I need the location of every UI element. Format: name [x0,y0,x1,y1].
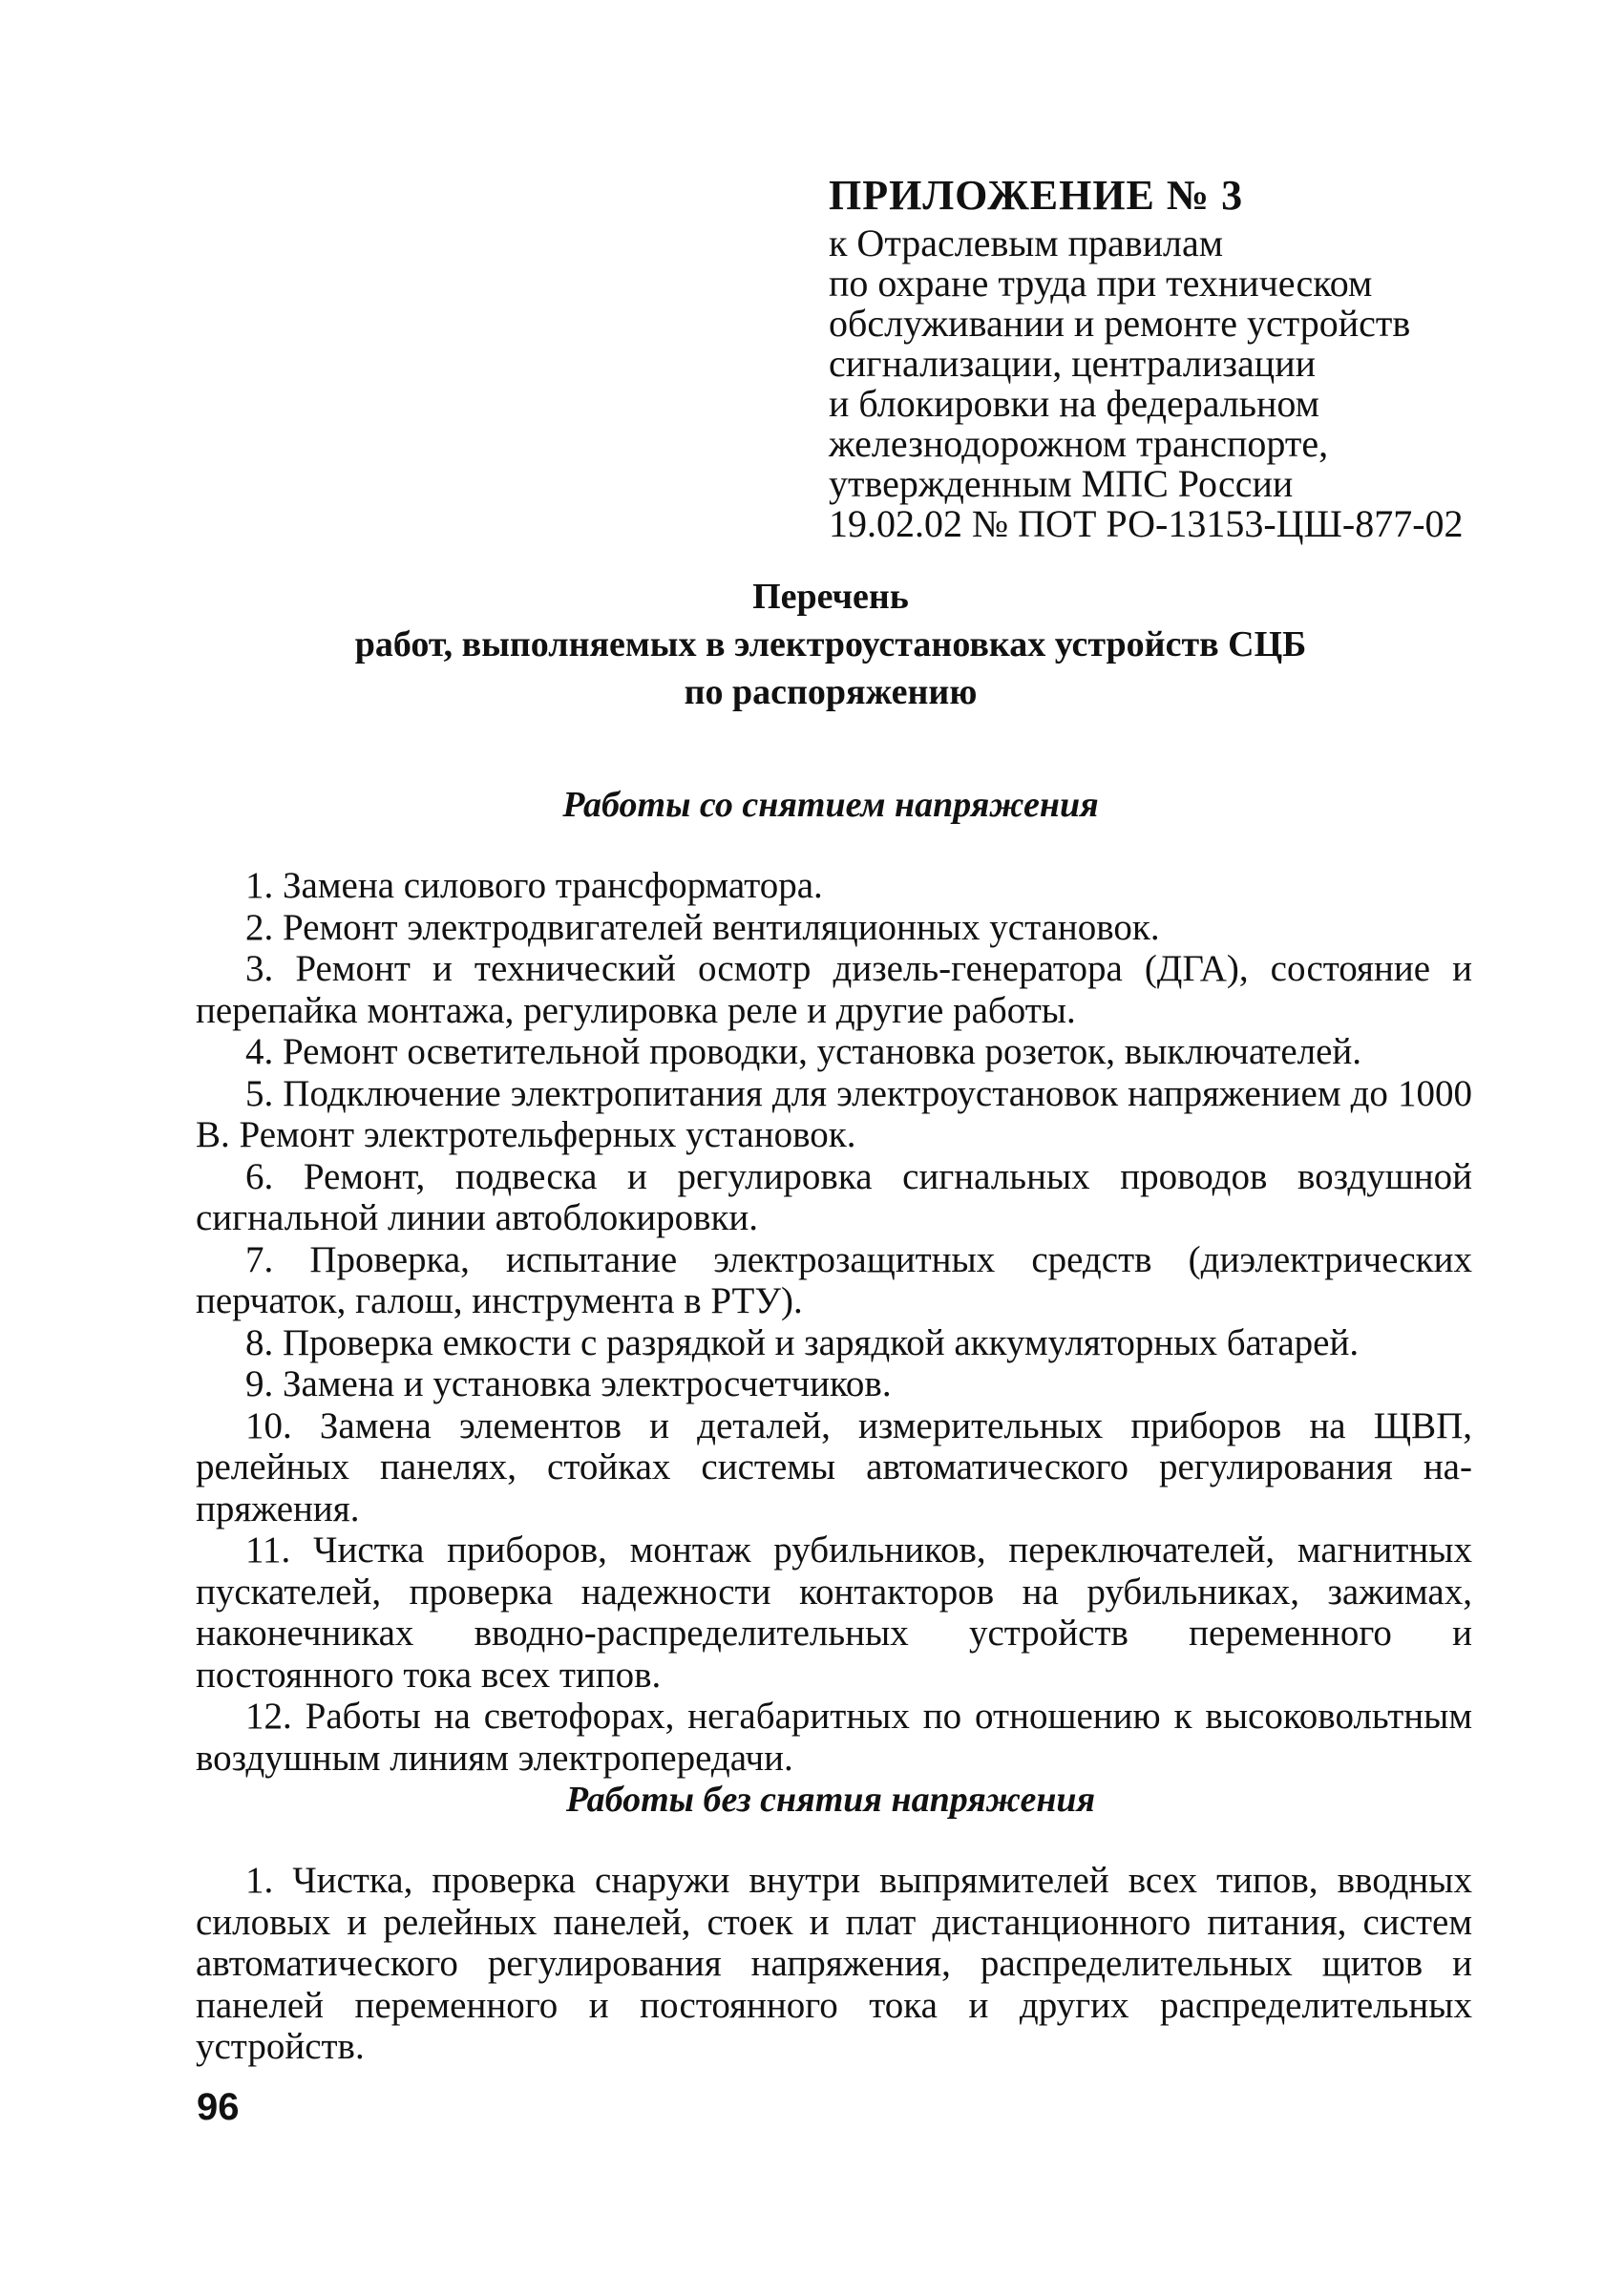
list-item: 11. Чистка приборов, монтаж рубильников, переключателей, магнитных пускателей, проверка надежности контакторов на рубильниках, зажимах, наконечниках вводно-распределительных устройств переменного и постоянного тока всех типов. [196,1529,1472,1696]
list-item: 4. Ремонт осветительной проводки, установка розеток, выключателей. [245,1031,1362,1072]
work-list [196,865,1472,1779]
list-item: 12. Работы на светофорах, негабаритных по отношению к высоковольтным воздушным линиям электропередачи. [196,1696,1472,1779]
appendix-title: ПРИЛОЖЕНИЕ № 3 [829,172,1244,219]
list-item: 6. Ремонт, подвеска и регулировка сигнальных проводов воздушной сигнальной линии автоблокировки. [196,1155,1472,1238]
page-number: 96 [197,2086,240,2128]
document-heading [191,573,1470,716]
list-item: 7. Проверка, испытание электрозащитных средств (диэлектрических перчаток, галош, инструмента в РТУ). [196,1238,1472,1321]
appendix-line: и блокировки на федеральном [829,382,1319,425]
appendix-line: обслуживании и ремонте устройств [829,302,1411,345]
list-item: 5. Подключение электропитания для электроустановок напряжением до 1000 В. Ремонт электротельферных установок. [196,1072,1472,1155]
appendix-line: к Отраслевым правилам [829,221,1224,264]
section-title: Работы со снятием напряжения [562,785,1099,825]
appendix-line: сигнализации, централизации [829,342,1316,385]
list-item: 1. Замена силового трансформатора. [245,865,823,906]
appendix-line: железнодорожном транспорте, [829,422,1329,465]
list-item: 1. Чистка, проверка снаружи внутри выпрямителей всех типов, вводных силовых и релейных панелей, стоек и плат дистанционного питания, систем автоматического регулирования напряжения, распределительных щитов и панелей переменного и постоянного тока и других распределительных устройств. [196,1860,1472,2067]
list-item: 10. Замена элементов и деталей, измерительных приборов на ЩВП, релейных панелях, стойках системы автоматического регулирования напряжения. [196,1404,1472,1529]
appendix-block [829,172,1554,544]
heading-line: работ, выполняемых в электроустановках устройств СЦБ [354,624,1307,664]
list-item: 2. Ремонт электродвигателей вентиляционных установок. [245,906,1160,948]
appendix-line: 19.02.02 № ПОТ РО-13153-ЦШ-877-02 [829,502,1464,545]
list-item: 9. Замена и установка электросчетчиков. [245,1363,892,1404]
heading-line: по распоряжению [684,672,978,712]
section-title: Работы без снятия напряжения [565,1780,1096,1820]
heading-line: Перечень [752,577,909,617]
list-item: 8. Проверка емкости с разрядкой и зарядкой аккумуляторных батарей. [245,1321,1360,1363]
work-list [196,1860,1472,2068]
appendix-line: утвержденным МПС России [829,462,1294,505]
appendix-line: по охране труда при техническом [829,262,1373,305]
list-item: 3. Ремонт и технический осмотр дизель-генератора (ДГА), состояние и перепайка монтажа, регулировка реле и другие работы. [196,948,1472,1031]
